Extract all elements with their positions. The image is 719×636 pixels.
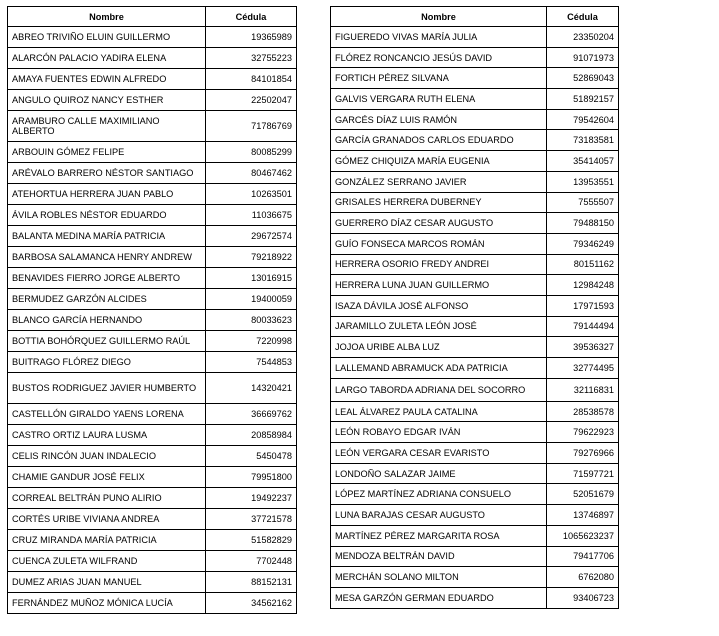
name-cell: ANGULO QUIROZ NANCY ESTHER <box>8 90 206 111</box>
column-header-cedula: Cédula <box>206 7 297 27</box>
table-row <box>8 530 297 551</box>
cedula-cell: 79276966 <box>547 443 619 464</box>
cedula-cell: 79417706 <box>547 546 619 567</box>
table-row <box>331 505 619 526</box>
table-row <box>331 422 619 443</box>
table-row <box>8 310 297 331</box>
name-cell: CUENCA ZULETA WILFRAND <box>8 551 206 572</box>
name-cell: LARGO TABORDA ADRIANA DEL SOCORRO <box>331 378 547 401</box>
name-cell: ALARCÓN PALACIO YADIRA ELENA <box>8 48 206 69</box>
name-cell: DUMEZ ARIAS JUAN MANUEL <box>8 572 206 593</box>
cedula-cell: 36669762 <box>206 404 297 425</box>
cedula-cell: 80151162 <box>547 254 619 275</box>
table-row <box>331 27 619 48</box>
cedula-cell: 79218922 <box>206 247 297 268</box>
cedula-cell: 1065623237 <box>547 525 619 546</box>
name-cell: BENAVIDES FIERRO JORGE ALBERTO <box>8 268 206 289</box>
table-row <box>8 289 297 310</box>
name-cell: FORTICH PÉREZ SILVANA <box>331 68 547 89</box>
cedula-cell: 12984248 <box>547 275 619 296</box>
name-cell: LEÓN ROBAYO EDGAR IVÁN <box>331 422 547 443</box>
header-row <box>8 7 297 27</box>
name-cell: GÓMEZ CHIQUIZA MARÍA EUGENIA <box>331 151 547 172</box>
cedula-cell: 28538578 <box>547 401 619 422</box>
cedula-cell: 10263501 <box>206 184 297 205</box>
cedula-cell: 6762080 <box>547 567 619 588</box>
table-row <box>8 404 297 425</box>
table-row <box>8 467 297 488</box>
table-row <box>8 446 297 467</box>
cedula-cell: 19492237 <box>206 488 297 509</box>
cedula-cell: 19365989 <box>206 27 297 48</box>
name-cell: BUITRAGO FLÓREZ DIEGO <box>8 352 206 373</box>
name-cell: ARBOUIN GÓMEZ FELIPE <box>8 142 206 163</box>
table-row <box>331 337 619 358</box>
cedula-cell: 7702448 <box>206 551 297 572</box>
cedula-cell: 84101854 <box>206 69 297 90</box>
cedula-cell: 79542604 <box>547 109 619 130</box>
name-cell: MARTÍNEZ PÉREZ MARGARITA ROSA <box>331 525 547 546</box>
table-row <box>8 163 297 184</box>
cedula-cell: 88152131 <box>206 572 297 593</box>
name-cell: LEÓN VERGARA CESAR EVARISTO <box>331 443 547 464</box>
table-row <box>8 48 297 69</box>
table-row <box>331 254 619 275</box>
table-row <box>8 352 297 373</box>
name-cell: CORREAL BELTRÁN PUNO ALIRIO <box>8 488 206 509</box>
table-row <box>8 509 297 530</box>
table-row <box>331 358 619 379</box>
table-row <box>8 142 297 163</box>
name-cell: CORTÉS URIBE VIVIANA ANDREA <box>8 509 206 530</box>
cedula-cell: 93406723 <box>547 587 619 608</box>
name-cell: ÁVILA ROBLES NÉSTOR EDUARDO <box>8 205 206 226</box>
name-cell: GARCÍA GRANADOS CARLOS EDUARDO <box>331 130 547 151</box>
table-row <box>331 316 619 337</box>
table-row <box>331 171 619 192</box>
table-row <box>331 546 619 567</box>
name-cell: BLANCO GARCÍA HERNANDO <box>8 310 206 331</box>
cedula-cell: 51892157 <box>547 89 619 110</box>
name-cell: FLÓREZ RONCANCIO JESÚS DAVID <box>331 47 547 68</box>
name-cell: ISAZA DÁVILA JOSÉ ALFONSO <box>331 295 547 316</box>
name-cell: GRISALES HERRERA DUBERNEY <box>331 192 547 213</box>
cedula-cell: 52869043 <box>547 68 619 89</box>
table-row <box>8 593 297 614</box>
cedula-cell: 71786769 <box>206 111 297 142</box>
table-row <box>331 130 619 151</box>
name-cell: JARAMILLO ZULETA LEÓN JOSÉ <box>331 316 547 337</box>
name-cell: BARBOSA SALAMANCA HENRY ANDREW <box>8 247 206 268</box>
name-cell: GALVIS VERGARA RUTH ELENA <box>331 89 547 110</box>
cedula-cell: 13746897 <box>547 505 619 526</box>
table-row <box>8 268 297 289</box>
cedula-cell: 37721578 <box>206 509 297 530</box>
name-cell: JOJOA URIBE ALBA LUZ <box>331 337 547 358</box>
table-row <box>331 567 619 588</box>
column-header-nombre: Nombre <box>331 7 547 27</box>
cedula-cell: 52051679 <box>547 484 619 505</box>
table-row <box>331 89 619 110</box>
name-cell: ARAMBURO CALLE MAXIMILIANO ALBERTO <box>8 111 206 142</box>
cedula-cell: 51582829 <box>206 530 297 551</box>
name-cell: FIGUEREDO VIVAS MARÍA JULIA <box>331 27 547 48</box>
column-header-nombre: Nombre <box>8 7 206 27</box>
cedula-cell: 22502047 <box>206 90 297 111</box>
cedula-cell: 80085299 <box>206 142 297 163</box>
cedula-cell: 13953551 <box>547 171 619 192</box>
name-cell: HERRERA OSORIO FREDY ANDREI <box>331 254 547 275</box>
name-cell: BERMUDEZ GARZÓN ALCIDES <box>8 289 206 310</box>
cedula-cell: 34562162 <box>206 593 297 614</box>
name-cell: MERCHÁN SOLANO MILTON <box>331 567 547 588</box>
header-row <box>331 7 619 27</box>
name-cell: CHAMIE GANDUR JOSÉ FELIX <box>8 467 206 488</box>
cedula-cell: 32774495 <box>547 358 619 379</box>
name-cell: LEAL ÁLVAREZ PAULA CATALINA <box>331 401 547 422</box>
name-cell: GUERRERO DÍAZ CESAR AUGUSTO <box>331 213 547 234</box>
column-header-cedula: Cédula <box>547 7 619 27</box>
cedula-cell: 29672574 <box>206 226 297 247</box>
table-row <box>8 205 297 226</box>
name-cell: CELIS RINCÓN JUAN INDALECIO <box>8 446 206 467</box>
table-row <box>331 587 619 608</box>
table-row <box>331 192 619 213</box>
cedula-cell: 5450478 <box>206 446 297 467</box>
cedula-cell: 79622923 <box>547 422 619 443</box>
cedula-cell: 19400059 <box>206 289 297 310</box>
table-row <box>8 247 297 268</box>
cedula-cell: 79346249 <box>547 233 619 254</box>
table-row <box>331 68 619 89</box>
table-row <box>8 572 297 593</box>
cedula-cell: 35414057 <box>547 151 619 172</box>
cedula-cell: 80467462 <box>206 163 297 184</box>
name-cell: BUSTOS RODRIGUEZ JAVIER HUMBERTO <box>8 373 206 404</box>
table-row <box>8 425 297 446</box>
name-cell: BALANTA MEDINA MARÍA PATRICIA <box>8 226 206 247</box>
table-row <box>331 484 619 505</box>
cedula-cell: 7220998 <box>206 331 297 352</box>
table-row <box>331 401 619 422</box>
cedula-cell: 13016915 <box>206 268 297 289</box>
cedula-cell: 91071973 <box>547 47 619 68</box>
name-cell: MENDOZA BELTRÁN DAVID <box>331 546 547 567</box>
table-row <box>8 111 297 142</box>
name-cell: LALLEMAND ABRAMUCK ADA PATRICIA <box>331 358 547 379</box>
table-row <box>331 151 619 172</box>
name-cell: BOTTIA BOHÓRQUEZ GUILLERMO RAÚL <box>8 331 206 352</box>
table-row <box>331 213 619 234</box>
cedula-cell: 71597721 <box>547 463 619 484</box>
cedula-cell: 11036675 <box>206 205 297 226</box>
name-cell: ARÉVALO BARRERO NÉSTOR SANTIAGO <box>8 163 206 184</box>
name-cell: LUNA BARAJAS CESAR AUGUSTO <box>331 505 547 526</box>
name-cell: MESA GARZÓN GERMAN EDUARDO <box>331 587 547 608</box>
right-table <box>330 6 619 609</box>
cedula-cell: 79488150 <box>547 213 619 234</box>
table-row <box>8 551 297 572</box>
cedula-cell: 39536327 <box>547 337 619 358</box>
cedula-cell: 17971593 <box>547 295 619 316</box>
name-cell: CASTRO ORTIZ LAURA LUSMA <box>8 425 206 446</box>
table-row <box>331 463 619 484</box>
table-row <box>8 488 297 509</box>
cedula-cell: 32755223 <box>206 48 297 69</box>
name-cell: AMAYA FUENTES EDWIN ALFREDO <box>8 69 206 90</box>
name-cell: CRUZ MIRANDA MARÍA PATRICIA <box>8 530 206 551</box>
cedula-cell: 79951800 <box>206 467 297 488</box>
name-cell: LONDOÑO SALAZAR JAIME <box>331 463 547 484</box>
name-cell: GARCÉS DÍAZ LUIS RAMÓN <box>331 109 547 130</box>
table-row <box>331 109 619 130</box>
name-cell: ABREO TRIVIÑO ELUIN GUILLERMO <box>8 27 206 48</box>
cedula-cell: 23350204 <box>547 27 619 48</box>
table-row <box>8 69 297 90</box>
table-row <box>8 27 297 48</box>
name-cell: LÓPEZ MARTÍNEZ ADRIANA CONSUELO <box>331 484 547 505</box>
table-row <box>8 90 297 111</box>
name-cell: HERRERA LUNA JUAN GUILLERMO <box>331 275 547 296</box>
name-cell: FERNÁNDEZ MUÑOZ MÓNICA LUCÍA <box>8 593 206 614</box>
table-row <box>8 373 297 404</box>
table-row <box>331 233 619 254</box>
name-cell: GUÍO FONSECA MARCOS ROMÁN <box>331 233 547 254</box>
cedula-cell: 7544853 <box>206 352 297 373</box>
cedula-cell: 20858984 <box>206 425 297 446</box>
table-row <box>331 47 619 68</box>
cedula-cell: 79144494 <box>547 316 619 337</box>
table-row <box>331 443 619 464</box>
table-row <box>331 378 619 401</box>
cedula-cell: 80033623 <box>206 310 297 331</box>
table-row <box>8 226 297 247</box>
name-cell: ATEHORTUA HERRERA JUAN PABLO <box>8 184 206 205</box>
left-table <box>7 6 297 614</box>
table-row <box>331 275 619 296</box>
cedula-cell: 14320421 <box>206 373 297 404</box>
table-row <box>8 184 297 205</box>
cedula-cell: 73183581 <box>547 130 619 151</box>
cedula-cell: 7555507 <box>547 192 619 213</box>
table-row <box>331 525 619 546</box>
name-cell: CASTELLÓN GIRALDO YAENS LORENA <box>8 404 206 425</box>
table-row <box>331 295 619 316</box>
table-row <box>8 331 297 352</box>
cedula-cell: 32116831 <box>547 378 619 401</box>
name-cell: GONZÁLEZ SERRANO JAVIER <box>331 171 547 192</box>
